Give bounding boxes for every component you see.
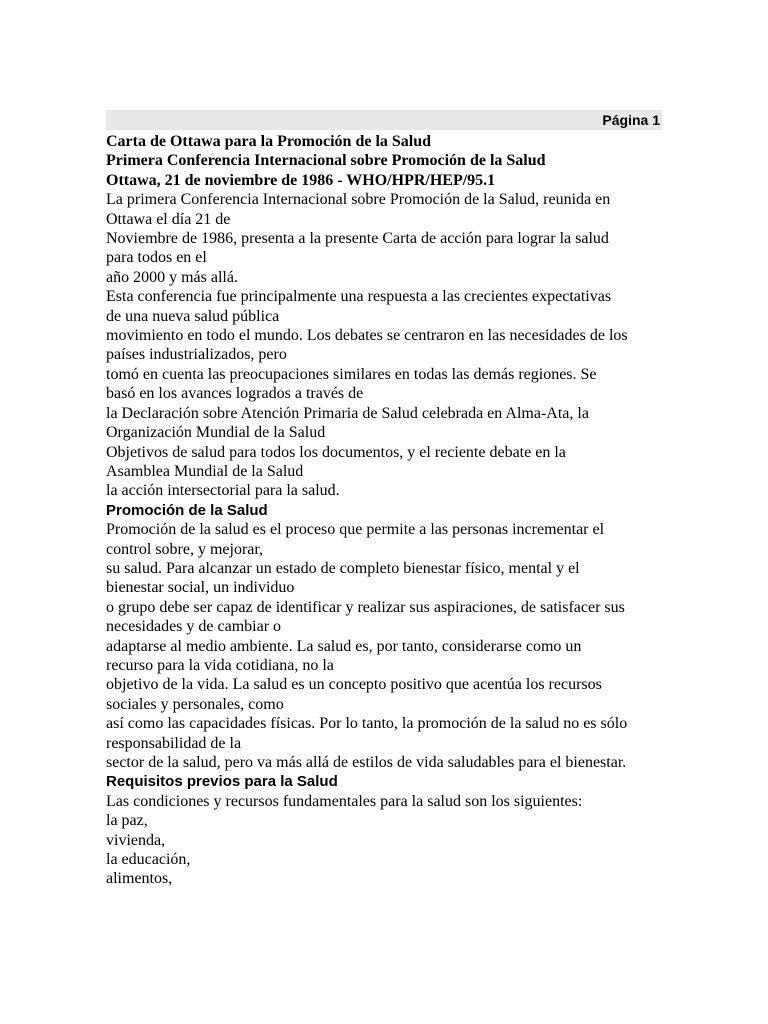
promocion-paragraph — [106, 520, 662, 772]
page-header-bar — [106, 110, 662, 130]
list-item: alimentos, — [106, 870, 173, 888]
text-line: Esta conferencia fue principalmente una respuesta a las crecientes expectativas — [106, 288, 612, 306]
document-title: Carta de Ottawa para la Promoción de la Salud — [106, 133, 432, 150]
document-body — [106, 132, 662, 889]
section-heading-requisitos: Requisitos previos para la Salud — [106, 773, 338, 791]
list-item: la paz, — [106, 812, 148, 830]
text-line: Promoción de la salud es el proceso que permite a las personas incrementar el — [106, 521, 605, 539]
text-line: de una nueva salud pública — [106, 307, 280, 325]
text-line: responsabilidad de la — [106, 734, 242, 752]
text-line: tomó en cuenta las preocupaciones similares en todas las demás regiones. Se — [106, 365, 597, 383]
text-line: basó en los avances logrados a través de — [106, 385, 364, 403]
text-line: o grupo debe ser capaz de identificar y realizar sus aspiraciones, de satisfacer sus — [106, 598, 625, 616]
text-line: objetivo de la vida. La salud es un concepto positivo que acentúa los recursos — [106, 676, 602, 694]
text-line: la Declaración sobre Atención Primaria de Salud celebrada en Alma-Ata, la — [106, 404, 589, 422]
page-number-label: Página 1 — [602, 112, 660, 128]
text-line: La primera Conferencia Internacional sobre Promoción de la Salud, reunida en — [106, 191, 611, 209]
text-line: la acción intersectorial para la salud. — [106, 482, 340, 500]
text-line: sector de la salud, pero va más allá de estilos de vida saludables para el bienestar. — [106, 754, 627, 771]
text-line: su salud. Para alcanzar un estado de completo bienestar físico, mental y el — [106, 559, 580, 577]
text-line: Las condiciones y recursos fundamentales para la salud son los siguientes: — [106, 792, 583, 810]
intro-paragraph — [106, 190, 662, 501]
text-line: control sobre, y mejorar, — [106, 540, 264, 558]
text-line: necesidades y de cambiar o — [106, 618, 282, 636]
text-line: Organización Mundial de la Salud — [106, 424, 326, 442]
document-page — [106, 110, 662, 889]
text-line: adaptarse al medio ambiente. La salud es, por tanto, considerarse como un — [106, 637, 582, 655]
text-line: sociales y personales, como — [106, 695, 284, 713]
requisitos-paragraph — [106, 792, 662, 889]
document-subtitle: Primera Conferencia Internacional sobre Promoción de la Salud — [106, 152, 546, 170]
text-line: Ottawa el día 21 de — [106, 210, 231, 228]
text-line: para todos en el — [106, 249, 207, 267]
text-line: países industrializados, pero — [106, 346, 287, 364]
text-line: año 2000 y más allá. — [106, 268, 238, 286]
text-line: Objetivos de salud para todos los documentos, y el reciente debate en la — [106, 443, 566, 461]
list-item: la educación, — [106, 851, 191, 869]
document-dateline: Ottawa, 21 de noviembre de 1986 - WHO/HPR/HEP/95.1 — [106, 171, 496, 189]
list-item: vivienda, — [106, 831, 166, 849]
text-line: bienestar social, un individuo — [106, 579, 295, 597]
text-line: recurso para la vida cotidiana, no la — [106, 656, 334, 674]
text-line: movimiento en todo el mundo. Los debates se centraron en las necesidades de los — [106, 327, 628, 345]
text-line: así como las capacidades físicas. Por lo tanto, la promoción de la salud no es sólo — [106, 715, 628, 733]
section-heading-promocion: Promoción de la Salud — [106, 501, 268, 519]
text-line: Asamblea Mundial de la Salud — [106, 462, 304, 480]
text-line: Noviembre de 1986, presenta a la presente Carta de acción para lograr la salud — [106, 230, 609, 248]
